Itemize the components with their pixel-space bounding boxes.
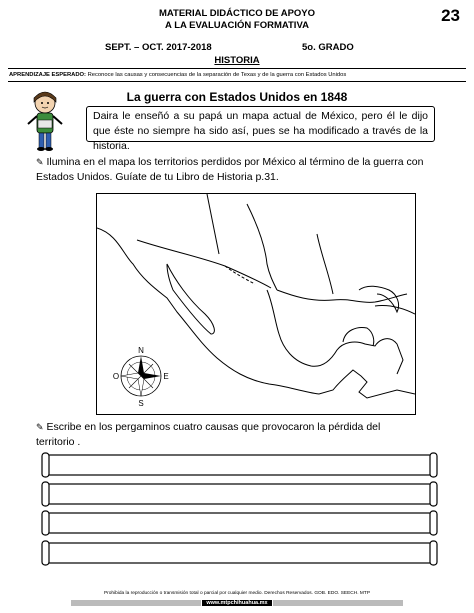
footer-bar-left (71, 600, 201, 606)
footer-notice: Prohibida la reproducción o transmisión total o parcial por cualquier medio. Derechos Reservados. GOB. EDO. SEECH. MTP (103, 591, 371, 596)
scroll-3[interactable] (40, 510, 439, 536)
compass-e: E (163, 372, 169, 381)
coastline-gulf (267, 290, 403, 374)
map-frame (96, 193, 416, 415)
girl-illustration (18, 90, 74, 152)
divider-bottom (8, 81, 466, 82)
baja-california (167, 264, 214, 334)
river-2 (207, 194, 219, 254)
instruction-2-text: Escribe en los pergaminos cuatro causas que provocaron la pérdida del territorio . (36, 421, 381, 448)
footer-url-bar (0, 600, 474, 606)
header-grade: 5o. GRADO (302, 42, 354, 53)
learning-goal-text: Reconoce las causas y consecuencias de la separación de Texas y de la guerra con Estados Unidos (87, 72, 347, 78)
page-number: 23 (441, 6, 460, 25)
us-gulf-coast (277, 290, 407, 302)
header-dates: SEPT. – OCT. 2017-2018 (105, 42, 212, 53)
footer-url[interactable]: www.mtpchihuahua.mx (202, 600, 271, 606)
compass-n: N (138, 346, 144, 355)
scroll-4[interactable] (40, 540, 439, 566)
mexico-map (97, 194, 415, 414)
river-1 (247, 204, 277, 290)
page-title: La guerra con Estados Unidos en 1848 (126, 90, 348, 104)
rio-bravo (225, 266, 255, 284)
footer-bar-right (273, 600, 403, 606)
scroll-1[interactable] (40, 452, 439, 478)
divider-top (8, 68, 466, 69)
scroll-2[interactable] (40, 481, 439, 507)
instruction-2 (36, 420, 396, 450)
learning-goal-label: APRENDIZAJE ESPERADO: (9, 72, 86, 78)
header-line2: A LA EVALUACIÓN FORMATIVA (165, 20, 309, 31)
pencil-icon: ✎ (36, 422, 44, 432)
subject-title: HISTORIA (214, 55, 260, 66)
speech-bubble: Daira le enseñó a su papá un mapa actual de México, pero él le dijo que éste no siempre ha sido así, pues se ha modificado a través de la historia. (86, 106, 435, 142)
compass-o: O (112, 372, 120, 381)
pencil-icon: ✎ (36, 157, 44, 167)
compass-rose (113, 346, 169, 408)
river-3 (317, 234, 333, 294)
header-line1: MATERIAL DIDÁCTICO DE APOYO (158, 8, 316, 19)
compass-s: S (138, 399, 144, 408)
instruction-1-text: Ilumina en el mapa los territorios perdidos por México al término de la guerra con Estados Unidos. Guíate de tu Libro de Historia p.31. (36, 156, 424, 183)
cuba (375, 305, 415, 314)
florida (359, 286, 399, 312)
instruction-1 (36, 155, 446, 185)
border-line (137, 240, 271, 288)
learning-goal (9, 72, 346, 78)
